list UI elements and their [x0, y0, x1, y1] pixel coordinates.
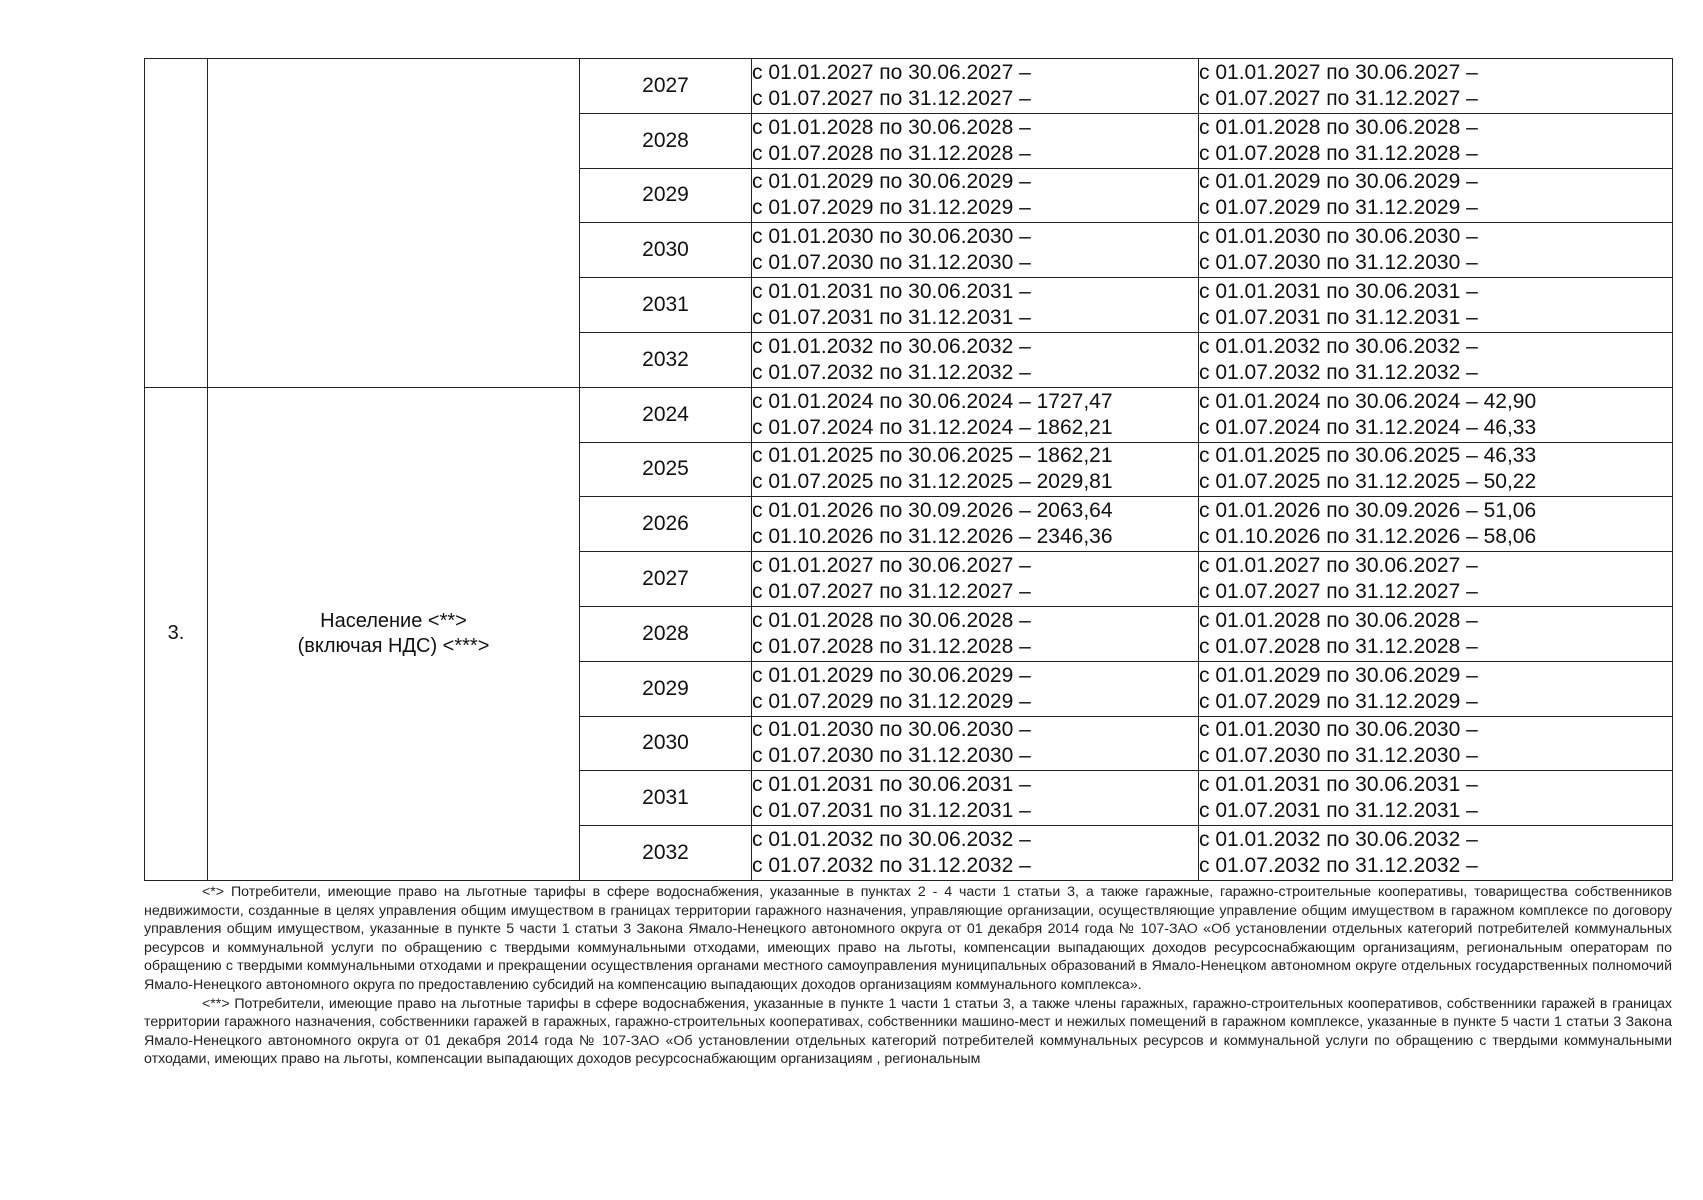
table-row — [145, 387, 1673, 442]
tariff-period-cell — [752, 223, 1199, 278]
tariff-period-line: с 01.01.2028 по 30.06.2028 – — [752, 115, 1031, 139]
footnotes — [144, 883, 1672, 1069]
tariff-period-line: с 01.01.2029 по 30.06.2029 – — [752, 170, 1031, 194]
consumer-category-cell — [208, 387, 580, 880]
tariff-period-line: с 01.07.2032 по 31.12.2032 – — [1199, 360, 1478, 384]
tariff-period-line: с 01.01.2027 по 30.06.2027 – — [1199, 554, 1478, 578]
tariff-period-cell — [1199, 771, 1673, 826]
tariff-period-cell — [1199, 223, 1673, 278]
footnote-1: <*> Потребители, имеющие право на льготные тарифы в сфере водоснабжения, указанные в пунктах 2 - 4 части 1 статьи 3, а также гаражные, гаражно-строительные кооперативы, товарищества собственников недвижимости, созданные в целях управления общим имуществом в границах территории гаражного назначения, управляющие организации, осуществляющие управление общим имуществом в гаражном комплексе по договору управления общим имуществом, указанные в пункте 5 части 1 статьи 3 Закона Ямало-Ненецкого автономного округа от 01 декабря 2014 года № 107-ЗАО «Об установлении отдельных категорий потребителей коммунальных ресурсов и коммунальной услуги по обращению с твердыми коммунальными отходами, имеющих право на льготы, компенсации выпадающих доходов ресурсоснабжающим организациям, региональным операторам по обращению с твердыми коммунальными отходами и прекращении осуществления органами местного самоуправления муниципальных образований в Ямало-Ненецком автономном округе отдельных государственных полномочий Ямало-Ненецкого автономного округа по предоставлению субсидий на компенсацию выпадающих доходов организациям коммунального комплекса». — [144, 883, 1672, 993]
tariff-period-cell — [752, 59, 1199, 114]
tariff-period-line: с 01.07.2031 по 31.12.2031 – — [752, 799, 1031, 823]
tariff-period-cell — [1199, 278, 1673, 333]
tariff-period-line: с 01.01.2028 по 30.06.2028 – — [752, 608, 1031, 632]
tariff-period-cell — [752, 387, 1199, 442]
tariff-period-line: с 01.07.2030 по 31.12.2030 – — [1199, 251, 1478, 275]
tariff-period-line: с 01.01.2027 по 30.06.2027 – — [752, 554, 1031, 578]
tariff-period-cell — [752, 332, 1199, 387]
tariff-period-line: с 01.01.2026 по 30.09.2026 – 2063,64 — [752, 499, 1113, 523]
tariff-period-cell — [1199, 716, 1673, 771]
tariff-period-line: с 01.07.2028 по 31.12.2028 – — [752, 141, 1031, 165]
tariff-period-line: с 01.01.2030 по 30.06.2030 – — [1199, 225, 1478, 249]
tariff-period-cell — [1199, 113, 1673, 168]
tariff-period-cell — [1199, 59, 1673, 114]
tariff-period-cell — [1199, 387, 1673, 442]
year-cell: 2028 — [580, 113, 752, 168]
tariff-period-cell — [1199, 826, 1673, 881]
row-number-cell — [145, 387, 208, 880]
footnote-2: <**> Потребители, имеющие право на льготные тарифы в сфере водоснабжения, указанные в пункте 1 части 1 статьи 3, а также члены гаражных, гаражно-строительных кооперативов, собственники гаражей в границах территории гаражного назначения, собственники гаражей в гаражных, гаражно-строительных кооперативах, собственники машино-мест и нежилых помещений в гаражном комплексе, указанные в пункте 5 части 1 статьи 3 Закона Ямало-Ненецкого автономного округа от 01 декабря 2014 года № 107-ЗАО «Об установлении отдельных категорий потребителей коммунальных ресурсов и коммунальной услуги по обращению с твердыми коммунальными отходами, имеющих право на льготы, компенсации выпадающих доходов ресурсоснабжающим организациям , региональным — [144, 995, 1672, 1068]
tariff-period-cell — [752, 606, 1199, 661]
tariff-period-cell — [752, 278, 1199, 333]
tariff-period-cell — [1199, 661, 1673, 716]
row-number: 3. — [167, 622, 185, 645]
tariff-period-cell — [752, 442, 1199, 497]
tariff-period-cell — [1199, 606, 1673, 661]
tariff-period-cell — [1199, 497, 1673, 552]
tariff-period-line: с 01.01.2029 по 30.06.2029 – — [1199, 170, 1478, 194]
year-cell: 2031 — [580, 278, 752, 333]
year-cell: 2029 — [580, 661, 752, 716]
tariff-period-line: с 01.07.2030 по 31.12.2030 – — [752, 251, 1031, 275]
tariff-period-line: с 01.07.2027 по 31.12.2027 – — [752, 580, 1031, 604]
tariff-period-cell — [1199, 332, 1673, 387]
year-cell: 2029 — [580, 168, 752, 223]
tariff-period-line: с 01.01.2024 по 30.06.2024 – 1727,47 — [752, 389, 1113, 413]
tariff-period-line: с 01.07.2029 по 31.12.2029 – — [752, 689, 1031, 713]
tariff-period-line: с 01.01.2030 по 30.06.2030 – — [752, 718, 1031, 742]
year-cell: 2027 — [580, 59, 752, 114]
tariff-period-line: с 01.01.2026 по 30.09.2026 – 51,06 — [1199, 499, 1537, 523]
tariff-period-line: с 01.01.2032 по 30.06.2032 – — [1199, 334, 1478, 358]
tariff-period-line: с 01.01.2025 по 30.06.2025 – 1862,21 — [752, 444, 1113, 468]
table-row — [145, 59, 1673, 114]
tariff-period-line: с 01.07.2028 по 31.12.2028 – — [752, 634, 1031, 658]
tariff-period-line: с 01.07.2027 по 31.12.2027 – — [1199, 86, 1478, 110]
document-page — [144, 58, 1672, 1069]
year-cell: 2028 — [580, 606, 752, 661]
tariff-period-line: с 01.07.2029 по 31.12.2029 – — [1199, 689, 1478, 713]
tariff-period-line: с 01.01.2032 по 30.06.2032 – — [1199, 828, 1478, 852]
tariff-period-cell — [1199, 168, 1673, 223]
tariff-period-line: с 01.07.2030 по 31.12.2030 – — [752, 744, 1031, 768]
tariff-period-cell — [752, 771, 1199, 826]
tariff-period-line: с 01.07.2031 по 31.12.2031 – — [1199, 306, 1478, 330]
tariff-period-line: с 01.07.2028 по 31.12.2028 – — [1199, 634, 1478, 658]
tariff-period-line: с 01.07.2031 по 31.12.2031 – — [1199, 799, 1478, 823]
consumer-category-line: (включая НДС) <***> — [297, 634, 490, 657]
tariff-period-cell — [1199, 552, 1673, 607]
tariff-period-cell — [752, 552, 1199, 607]
tariff-period-line: с 01.01.2027 по 30.06.2027 – — [752, 60, 1031, 84]
tariff-period-line: с 01.01.2031 по 30.06.2031 – — [752, 280, 1031, 304]
tariff-period-line: с 01.01.2028 по 30.06.2028 – — [1199, 115, 1478, 139]
consumer-category-line: Население <**> — [320, 609, 467, 632]
tariff-period-cell — [752, 661, 1199, 716]
tariff-period-line: с 01.01.2031 по 30.06.2031 – — [1199, 773, 1478, 797]
tariff-period-line: с 01.07.2031 по 31.12.2031 – — [752, 306, 1031, 330]
tariff-table — [144, 58, 1673, 881]
year-cell: 2030 — [580, 223, 752, 278]
tariff-period-line: с 01.01.2029 по 30.06.2029 – — [752, 663, 1031, 687]
tariff-period-line: с 01.01.2031 по 30.06.2031 – — [752, 773, 1031, 797]
tariff-period-line: с 01.10.2026 по 31.12.2026 – 58,06 — [1199, 525, 1537, 549]
tariff-period-line: с 01.01.2025 по 30.06.2025 – 46,33 — [1199, 444, 1537, 468]
year-cell: 2026 — [580, 497, 752, 552]
tariff-period-line: с 01.01.2027 по 30.06.2027 – — [1199, 60, 1478, 84]
tariff-period-line: с 01.07.2024 по 31.12.2024 – 1862,21 — [752, 415, 1113, 439]
tariff-period-line: с 01.07.2032 по 31.12.2032 – — [752, 854, 1031, 878]
year-cell: 2024 — [580, 387, 752, 442]
tariff-period-line: с 01.01.2031 по 30.06.2031 – — [1199, 280, 1478, 304]
tariff-period-cell — [1199, 442, 1673, 497]
row-number-cell — [145, 59, 208, 388]
tariff-period-line: с 01.01.2029 по 30.06.2029 – — [1199, 663, 1478, 687]
tariff-period-line: с 01.07.2032 по 31.12.2032 – — [752, 360, 1031, 384]
tariff-period-cell — [752, 716, 1199, 771]
tariff-period-line: с 01.07.2030 по 31.12.2030 – — [1199, 744, 1478, 768]
tariff-period-line: с 01.01.2024 по 30.06.2024 – 42,90 — [1199, 389, 1537, 413]
tariff-period-line: с 01.07.2027 по 31.12.2027 – — [1199, 580, 1478, 604]
tariff-period-line: с 01.01.2030 по 30.06.2030 – — [1199, 718, 1478, 742]
tariff-period-line: с 01.07.2025 по 31.12.2025 – 50,22 — [1199, 470, 1537, 494]
tariff-period-line: с 01.07.2029 по 31.12.2029 – — [1199, 196, 1478, 220]
tariff-period-line: с 01.07.2024 по 31.12.2024 – 46,33 — [1199, 415, 1537, 439]
year-cell: 2031 — [580, 771, 752, 826]
tariff-period-cell — [752, 113, 1199, 168]
tariff-period-line: с 01.07.2025 по 31.12.2025 – 2029,81 — [752, 470, 1113, 494]
tariff-table-body — [145, 59, 1673, 881]
tariff-period-line: с 01.01.2028 по 30.06.2028 – — [1199, 608, 1478, 632]
tariff-period-line: с 01.01.2032 по 30.06.2032 – — [752, 828, 1031, 852]
tariff-period-line: с 01.01.2032 по 30.06.2032 – — [752, 334, 1031, 358]
tariff-period-line: с 01.07.2029 по 31.12.2029 – — [752, 196, 1031, 220]
year-cell: 2030 — [580, 716, 752, 771]
tariff-period-line: с 01.07.2027 по 31.12.2027 – — [752, 86, 1031, 110]
tariff-period-cell — [752, 826, 1199, 881]
year-cell: 2025 — [580, 442, 752, 497]
tariff-period-line: с 01.10.2026 по 31.12.2026 – 2346,36 — [752, 525, 1113, 549]
tariff-period-cell — [752, 497, 1199, 552]
tariff-period-cell — [752, 168, 1199, 223]
tariff-period-line: с 01.07.2032 по 31.12.2032 – — [1199, 854, 1478, 878]
tariff-period-line: с 01.01.2030 по 30.06.2030 – — [752, 225, 1031, 249]
year-cell: 2032 — [580, 826, 752, 881]
tariff-period-line: с 01.07.2028 по 31.12.2028 – — [1199, 141, 1478, 165]
consumer-category-cell — [208, 59, 580, 388]
year-cell: 2032 — [580, 332, 752, 387]
year-cell: 2027 — [580, 552, 752, 607]
